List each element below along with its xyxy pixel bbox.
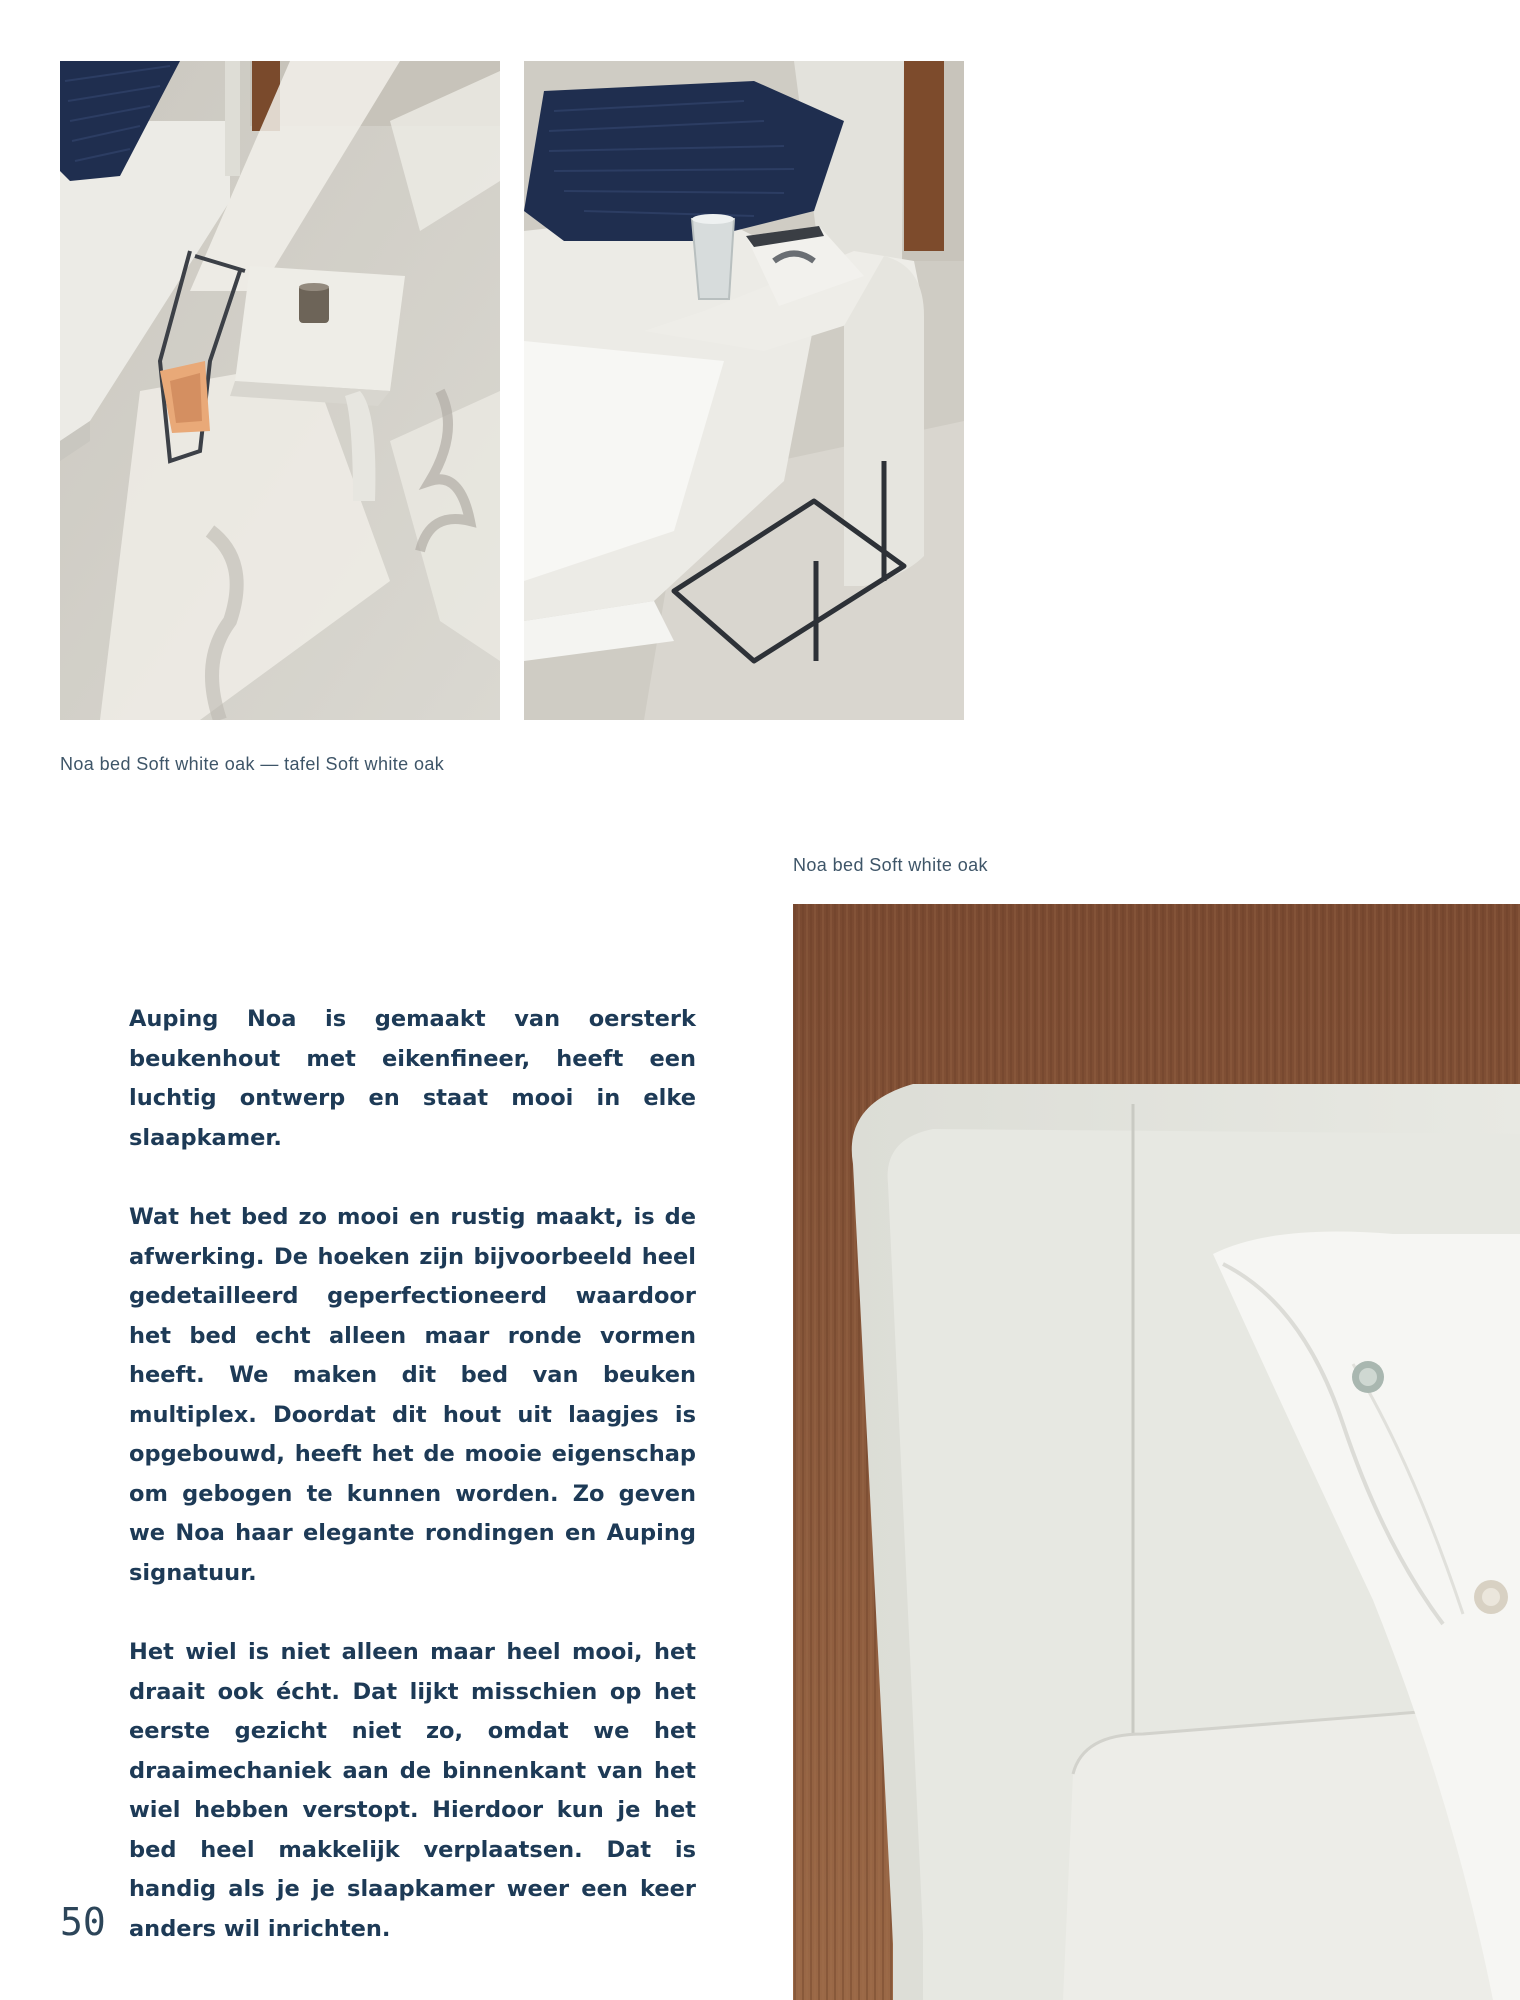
body-paragraph: Auping Noa is gemaakt van oersterk beukenhout met eikenfineer, heeft een luchtig ontwerp en staat mooi in elke slaapkamer. <box>129 1006 696 1151</box>
photo-headboard-closeup-illustration <box>793 904 1520 2000</box>
photo-bed-side-table-sunlight-illustration <box>60 61 500 720</box>
photo-bed-side-table-sunlight <box>60 61 500 720</box>
photo-side-table-glass-book-illustration <box>524 61 964 720</box>
photo-caption-right: Noa bed Soft white oak <box>793 855 988 875</box>
body-text <box>129 1000 696 1989</box>
photo-side-table-glass-book <box>524 61 964 720</box>
body-paragraph: Het wiel is niet alleen maar heel mooi, het draait ook écht. Dat lijkt misschien op het eerste gezicht niet zo, omdat we het draaimechaniek aan de binnenkant van het wiel hebben verstopt. Hierdoor kun je het bed heel makkelijk verplaatsen. Dat is handig als je je slaapkamer weer een keer anders wil inrichten. <box>129 1639 696 1942</box>
photo-headboard-closeup <box>793 904 1520 2000</box>
page-number: 50 <box>60 1900 106 1944</box>
photo-caption-top: Noa bed Soft white oak — tafel Soft white oak <box>60 754 445 774</box>
body-paragraph: Wat het bed zo mooi en rustig maakt, is de afwerking. De hoeken zijn bijvoorbeeld heel gedetailleerd geperfectioneerd waardoor het bed echt alleen maar ronde vormen heeft. We maken dit bed van beuken multiplex. Doordat dit hout uit laagjes is opgebouwd, heeft het de mooie eigenschap om gebogen te kunnen worden. Zo geven we Noa haar elegante rondingen en Auping signatuur. <box>129 1204 696 1586</box>
